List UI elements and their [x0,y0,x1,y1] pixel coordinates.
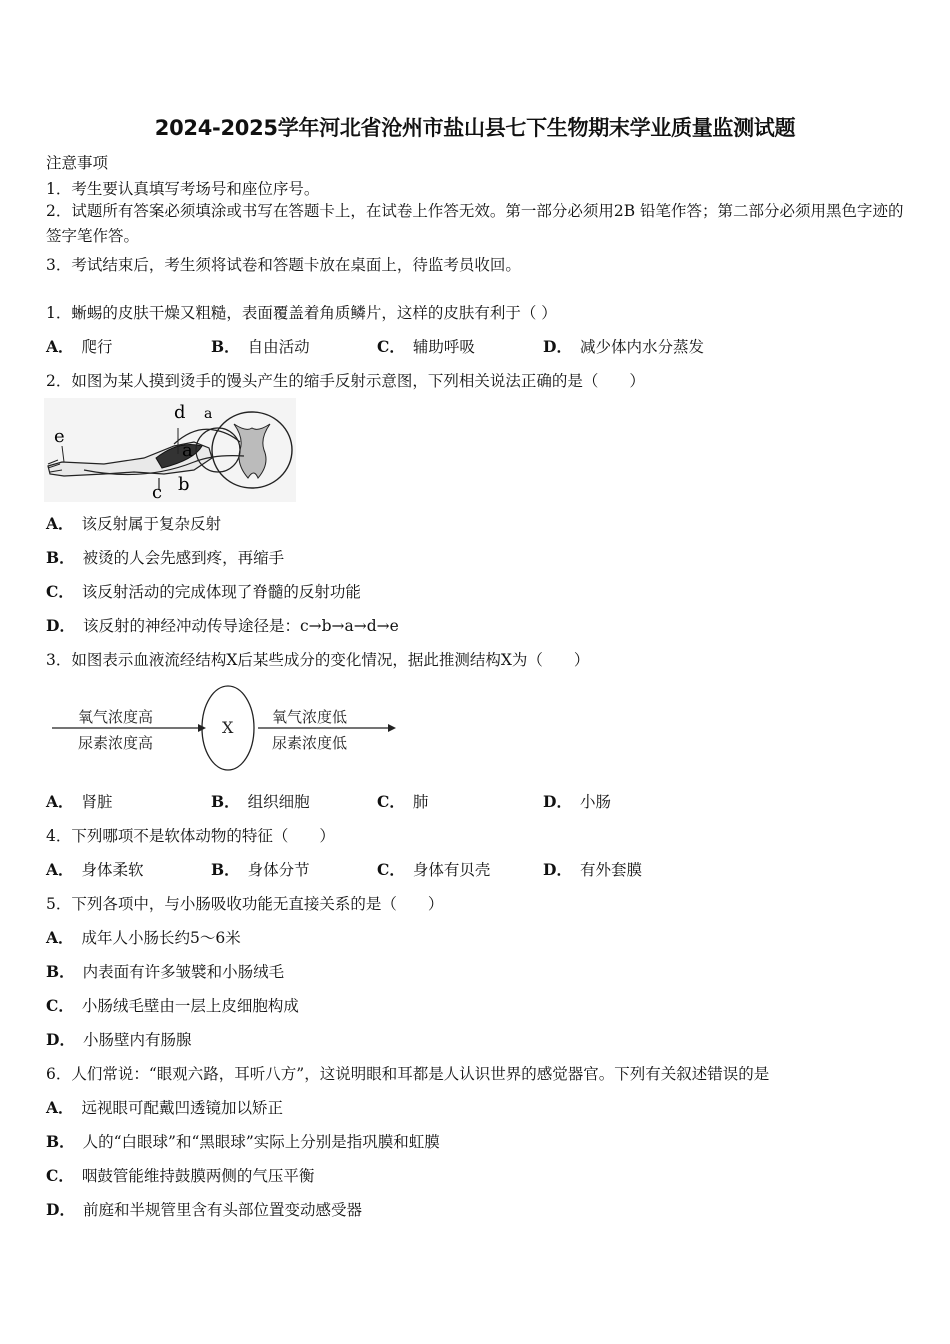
right-top-text: 氧气浓度低 [272,708,348,726]
option-b[interactable]: B． 自由活动 [211,337,310,356]
option-row [46,790,916,812]
option-c[interactable]: C． 咽鼓管能维持鼓膜两侧的气压平衡 [46,1166,315,1185]
option-b[interactable]: B． 身体分节 [211,860,310,879]
option-b[interactable]: B． 组织细胞 [211,792,310,811]
option-row [46,858,916,880]
label-e: e [54,426,65,447]
option-c[interactable]: C． 该反射活动的完成体现了脊髓的反射功能 [46,582,361,601]
option-d[interactable]: D． 前庭和半规管里含有头部位置变动感受器 [46,1200,362,1219]
blood-flow-diagram [48,684,400,776]
option-a[interactable]: A． 身体柔软 [46,860,144,879]
notice-item: 1．考生要认真填写考场号和座位序号。 [46,180,320,198]
page-title: 2024-2025学年河北省沧州市盐山县七下生物期末学业质量监测试题 [154,116,796,140]
option-d[interactable]: D． 有外套膜 [543,860,642,879]
notice-item: 2．试题所有答案必须填涂或书写在答题卡上，在试卷上作答无效。第一部分必须用2B 铅笔作答；第二部分必须用黑色字迹的签字笔作答。 [46,202,904,245]
center-x-text: X [222,718,234,737]
left-top-text: 氧气浓度高 [78,708,154,726]
option-c[interactable]: C． 肺 [377,792,429,811]
option-a[interactable]: A． 成年人小肠长约5～6米 [46,928,241,947]
option-d[interactable]: D． 减少体内水分蒸发 [543,337,704,356]
arrow-out-head [388,724,396,732]
option-a[interactable]: A． 远视眼可配戴凹透镜加以矫正 [46,1098,284,1117]
label-a-top: a [204,406,213,422]
right-bottom-text: 尿素浓度低 [272,734,348,752]
option-b[interactable]: B． 被烫的人会先感到疼，再缩手 [46,548,285,567]
option-row [46,335,916,357]
question-stem: 4．下列哪项不是软体动物的特征（ ） [46,827,335,845]
option-b[interactable]: B． 人的“白眼球”和“黑眼球”实际上分别是指巩膜和虹膜 [46,1132,440,1151]
notice-heading: 注意事项 [46,154,109,172]
label-a: a [182,440,193,461]
label-b: b [178,474,190,495]
option-c[interactable]: C． 小肠绒毛壁由一层上皮细胞构成 [46,996,299,1015]
notice-item: 3．考试结束后，考生须将试卷和答题卡放在桌面上，待监考员收回。 [46,256,521,274]
reflex-arc-diagram [44,398,296,502]
question-stem: 2．如图为某人摸到烫手的馒头产生的缩手反射示意图，下列相关说法正确的是（ ） [46,372,645,390]
option-c[interactable]: C． 辅助呼吸 [377,337,475,356]
left-bottom-text: 尿素浓度高 [78,734,154,752]
option-b[interactable]: B． 内表面有许多皱襞和小肠绒毛 [46,962,285,981]
option-a[interactable]: A． 爬行 [46,337,113,356]
question-stem: 5．下列各项中，与小肠吸收功能无直接关系的是（ ） [46,895,444,913]
question-stem: 1．蜥蜴的皮肤干燥又粗糙，表面覆盖着角质鳞片，这样的皮肤有利于（ ） [46,304,557,322]
question-stem: 3．如图表示血液流经结构X后某些成分的变化情况，据此推测结构X为（ ） [46,651,590,669]
option-d[interactable]: D． 小肠 [543,792,611,811]
option-a[interactable]: A． 肾脏 [46,792,113,811]
question-stem: 6．人们常说：“眼观六路，耳听八方”，这说明眼和耳都是人认识世界的感觉器官。下列有关叙述错误的是 [46,1065,770,1083]
option-a[interactable]: A． 该反射属于复杂反射 [46,514,222,533]
option-d[interactable]: D． 小肠壁内有肠腺 [46,1030,192,1049]
label-c: c [152,482,163,502]
option-d[interactable]: D． 该反射的神经冲动传导途径是：c→b→a→d→e [46,616,399,635]
label-d: d [174,402,186,423]
option-c[interactable]: C． 身体有贝壳 [377,860,491,879]
